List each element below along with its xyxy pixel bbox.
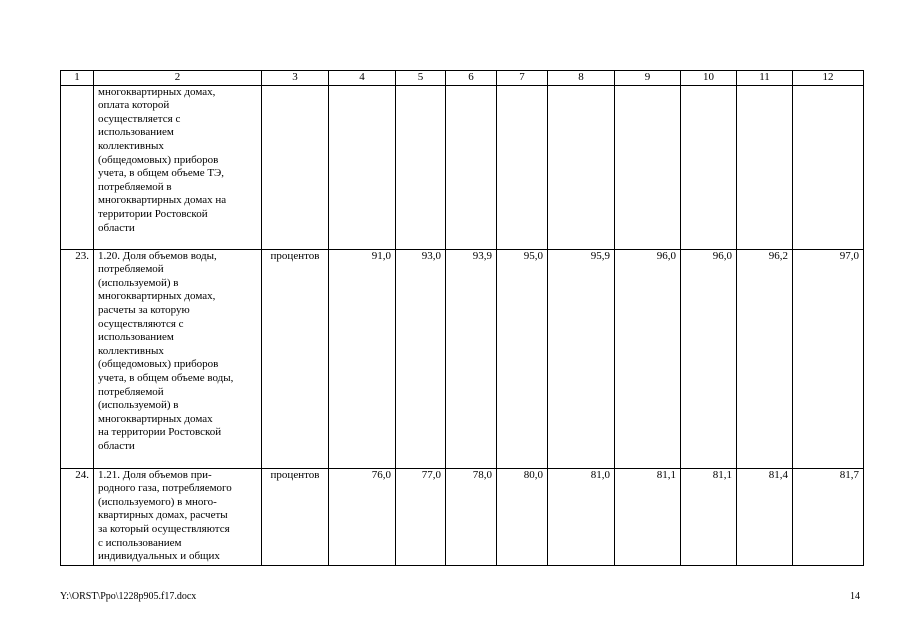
header-cell: 11 <box>737 71 793 86</box>
header-cell: 7 <box>497 71 548 86</box>
header-cell: 4 <box>329 71 396 86</box>
value-cell <box>737 85 793 249</box>
value-cell: 81,1 <box>681 468 737 565</box>
header-cell: 8 <box>548 71 615 86</box>
value-cell: 81,4 <box>737 468 793 565</box>
value-cell: 78,0 <box>446 468 497 565</box>
value-cell <box>497 85 548 249</box>
header-cell: 9 <box>615 71 681 86</box>
indicators-table <box>60 70 864 566</box>
table-row <box>61 468 864 565</box>
value-cell: 96,0 <box>681 249 737 468</box>
table-row <box>61 249 864 468</box>
header-row <box>61 71 864 86</box>
value-cell: 80,0 <box>497 468 548 565</box>
indicator-name: 1.21. Доля объемов при- родного газа, потребляемого (используемого) в много- квартирных домах, расчеты за который осуществляются с использованием индивидуальных и общих <box>94 468 262 565</box>
value-cell: 96,2 <box>737 249 793 468</box>
header-cell: 10 <box>681 71 737 86</box>
value-cell <box>329 85 396 249</box>
value-cell: 95,9 <box>548 249 615 468</box>
header-cell: 3 <box>262 71 329 86</box>
value-cell <box>615 85 681 249</box>
value-cell: 81,7 <box>793 468 864 565</box>
value-cell: 81,1 <box>615 468 681 565</box>
footer-page-number: 14 <box>850 591 860 602</box>
header-cell: 12 <box>793 71 864 86</box>
value-cell: 93,0 <box>396 249 446 468</box>
unit-cell: процентов <box>262 249 329 468</box>
value-cell <box>793 85 864 249</box>
value-cell: 91,0 <box>329 249 396 468</box>
unit-cell: процентов <box>262 468 329 565</box>
value-cell <box>681 85 737 249</box>
header-cell: 6 <box>446 71 497 86</box>
indicator-name: многоквартирных домах, оплата которой осуществляется с использованием коллективных (общедомовых) приборов учета, в общем объеме ТЭ, потребляемой в многоквартирных домах на территории Ростовской области <box>94 85 262 249</box>
row-number: 23. <box>61 249 94 468</box>
row-number <box>61 85 94 249</box>
value-cell: 95,0 <box>497 249 548 468</box>
value-cell: 96,0 <box>615 249 681 468</box>
header-cell: 1 <box>61 71 94 86</box>
footer-file-path: Y:\ORST\Ppo\1228p905.f17.docx <box>60 591 197 602</box>
header-cell: 2 <box>94 71 262 86</box>
value-cell <box>548 85 615 249</box>
value-cell <box>396 85 446 249</box>
row-number: 24. <box>61 468 94 565</box>
value-cell <box>446 85 497 249</box>
value-cell: 77,0 <box>396 468 446 565</box>
value-cell: 76,0 <box>329 468 396 565</box>
header-cell: 5 <box>396 71 446 86</box>
value-cell: 97,0 <box>793 249 864 468</box>
indicator-name: 1.20. Доля объемов воды, потребляемой (используемой) в многоквартирных домах, расчеты за которую осуществляются с использованием коллективных (общедомовых) приборов учета, в общем объеме воды, потребляемой (используемой) в многоквартирных домах на территории Ростовской области <box>94 249 262 468</box>
value-cell: 81,0 <box>548 468 615 565</box>
value-cell: 93,9 <box>446 249 497 468</box>
unit-cell <box>262 85 329 249</box>
table-row <box>61 85 864 249</box>
